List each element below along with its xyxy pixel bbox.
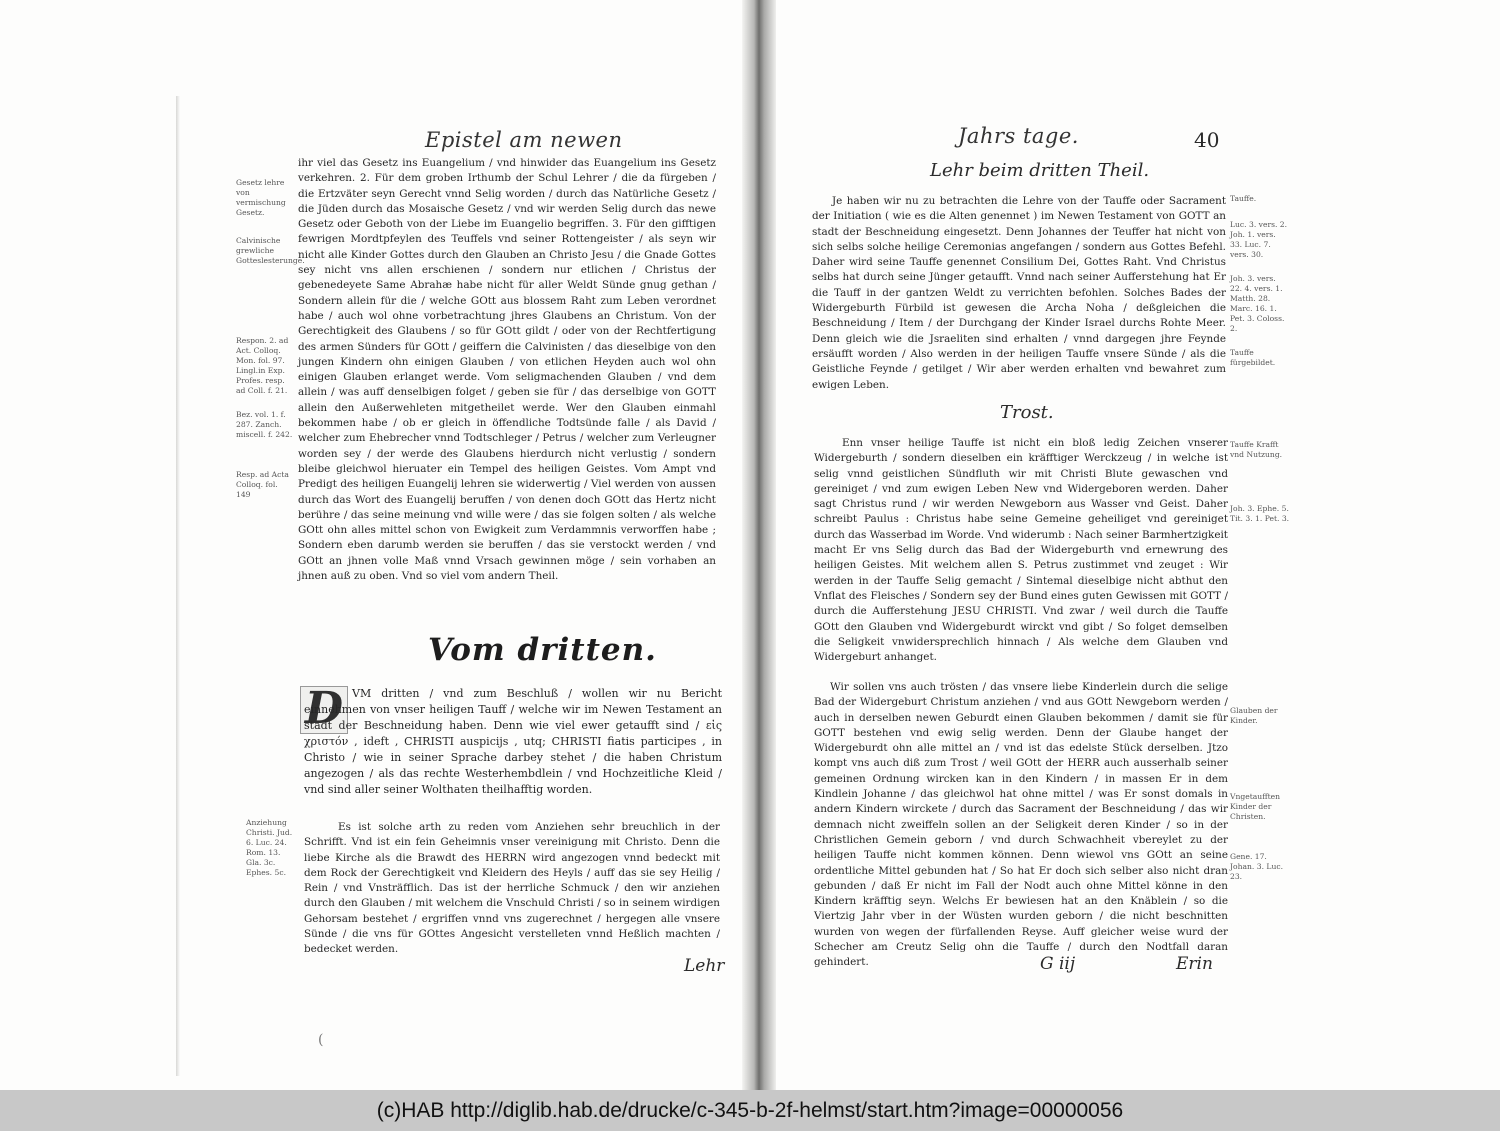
- margin-note: Tauffe Krafft vnd Nutzung.: [1230, 440, 1283, 459]
- right-margin-notes-3: [1230, 706, 1290, 896]
- margin-note: Joh. 3. vers. 22. 4. vers. 1. Matth. 28. Marc. 16. 1. Pet. 3. Coloss. 2.: [1230, 274, 1285, 333]
- left-paragraph-2: [304, 820, 720, 962]
- paragraph-text: Je haben wir nu zu betrachten die Lehre von der Tauffe oder Sacrament der Initiation ( wie es die Alten genennet ) im Newen Testament von GOTT an stadt der Beschneidung eingesetzt. Denn Johannes der Teuffer hat nicht von sich selbs solche heilige Ceremonias angefangen / sondern aus Gottes Befehl. Daher wird seine Tauffe genennet Consilium Dei, Gottes Raht. Vnd Christus selbs hat durch seine Jünger getaufft. Vnnd nach seiner Aufferstehung hat Er die Tauff in der gantzen Weldt zu verrichten befohlen. Solches Bades der Widergeburth Fürbild ist gewesen die Archa Noha / deßgleichen die Beschneidung / Item / der Durchgang der Kinder Israel durchs Rohte Meer. Denn gleich wie die Jsraeliten sind erhalten / vnnd dargegen jhre Feynde ersäufft worden / Also werden in der heiligen Tauffe vnsere Sünde / als die Geistliche Feynde / getilget / Wir aber werden erhalten vnd bewahret zum ewigen Leben.: [812, 195, 1226, 391]
- left-page-edge: [176, 96, 180, 1076]
- left-margin-notes: [236, 178, 305, 514]
- margin-note: Respon. 2. ad Act. Colloq. Mon. fol. 97. Lingl.in Exp. Profes. resp. ad Coll. f. 21.: [236, 336, 289, 395]
- signature-mark: G iij: [1040, 954, 1076, 974]
- copyright-url: (c)HAB http://diglib.hab.de/drucke/c-345-b-2f-helmst/start.htm?image=00000056: [376, 1099, 1124, 1122]
- margin-note: Tauffe fürgebildet.: [1230, 348, 1276, 367]
- right-catchword: Erin: [1176, 954, 1213, 974]
- margin-note: Bez. vol. 1. f. 287. Zanch. miscell. f. 242.: [236, 410, 293, 439]
- margin-note: Anziehung Christi. Jud. 6. Luc. 24. Rom. 13. Gla. 3c. Ephes. 5c.: [246, 818, 293, 877]
- page-number: 40: [1194, 128, 1220, 152]
- paragraph-text: Es ist solche arth zu reden vom Anziehen sehr breuchlich in der Schrifft. Vnd ist ein fein Geheimnis vnser vereinigung mit Christo. Denn die liebe Kirche als die Brawdt des HERRN wird angezogen vnnd bedeckt mit dem Rock der Gerechtigkeit vnd Kleidern des Heyls / auff das sie sey Heilig / Rein / vnd Vnsträfflich. Das ist der herrliche Schmuck / den wir anziehen durch den Glauben / mit welchem die Vnschuld Christi / so in seinem wirdigen Gehorsam bestehet / ergriffen vnnd vns zugerechnet / hergegen alle vnsere Sünde / die vns für GOttes Angesicht verstelleten vnnd Heßlich machten / bedecket werden.: [304, 821, 720, 956]
- decorated-initial: D: [300, 686, 348, 734]
- margin-note: Gene. 17. Johan. 3. Luc. 23.: [1230, 852, 1284, 881]
- margin-note: Joh. 3. Ephe. 5. Tit. 3. 1. Pet. 3.: [1230, 504, 1290, 523]
- left-margin-notes-2: [246, 818, 296, 892]
- paragraph-text: Enn vnser heilige Tauffe ist nicht ein bloß ledig Zeichen vnserer Widergeburth / sondern dieselben ein kräfftiger Werckzeug / in welche ist selig vnnd geistlichen Sündfluth wir mit Christi Blute gewaschen vnd gereiniget / vnd zum ewigen Leben New vnd Widergeboren werden. Daher sagt Christus rund / wir werden Newgeborn aus Wasser vnd Geist. Daher schreibt Paulus : Christus habe seine Gemeine geheiliget vnd gereiniget durch das Wasserbad im Worde. Vnd widerumb : Nach seiner Barmhertzigkeit macht Er vns Selig durch das Bad der Widergeburth vnd ernewrung des heiligen Geistes. Mit welchem allen S. Petrus zustimmet vnd zeuget : Wir werden in der Tauffe Selig gemacht / Sintemal dieselbige nicht abthut den Vnflat des Fleisches / Sondern sey der Bund eines guten Gewissen mit GOTT / durch die Aufferstehung JESU CHRISTI. Vnd zwar / weil durch die Tauffe GOtt den Glauben vnd Widergeburdt wirckt vnd gibt / So folget demselben die Seligkeit vnwidersprechlich hinnach / Als welche dem Glauben vnd Widergeburt anhanget.: [814, 437, 1228, 664]
- left-catchword: Lehr: [684, 956, 725, 976]
- right-paragraph-2: [814, 436, 1228, 669]
- left-running-head: Epistel am newen: [425, 128, 623, 152]
- margin-note: Vngetaufften Kinder der Christen.: [1230, 792, 1281, 821]
- right-paragraph-1: [812, 194, 1226, 397]
- paragraph-text: ihr viel das Gesetz ins Euangelium / vnd hinwider das Euangelium ins Gesetz verkehren. 2. Für dem groben Irthumb der Schul Lehrer / die da fürgeben / die Ertzväter seyn Gerecht vnnd Selig worden / durch das Natürliche Gesetz / die Jüden durch das Mosaische Gesetz / vnd wir werden Selig durch das newe Gesetz oder Geboth von der Liebe im Euangelio begriffen. 3. Für den gifftigen fewrigen Mordtpfeylen des Teuffels vnd seiner Rottengeister / als seyn wir nicht alle Kinder Gottes durch den Glauben an Christo Jesu / die Gnade Gottes sey nicht vns allen erschienen / sondern nur etlichen / Christus der gebenedeyete Same Abrahæ habe nicht für aller Weldt Sünde gnug gethan / Sondern allein für die / welche GOtt aus blossem Raht zum Leben verordnet habe / auch wol ohne vorbetrachtung jhres Glaubens an Christum. Von der Gerechtigkeit des Glaubens / so für GOtt gildt / oder von der Rechtfertigung des armen Sünders für GOtt / geiffern die Calvinisten / das dieselbige von den jungen Kindern ohn einigen Glauben / von etlichen Heyden auch wol ohn einigen Glauben erlanget werde. Vom seligmachenden Glauben / vnd dem allein / was auff denselbigen folget / geben sie für / das derselbige von GOTT allein den Außerwehleten mitgetheilet werde. Wer den Glauben einmahl bekommen habe / ob er gleich in öffendliche Todtsünde falle / als David / welcher zum Ehebrecher vnnd Todtschleger / Petrus / welcher zum Verleugner worden sey / der werde des Glaubens hierdurch nicht verlustig / sondern bleibe gleichwol hieruater ein Tempel des heiligen Geistes. Vom Ampt vnd Predigt des heiligen Euangelij lehren sie widerwertig / Viel werden von aussen durch das Wort des Euangelij beruffen / von denen doch GOtt das Hertz nicht berühre / das seine meinung vnd wille were / das sie folgen solten / als welche GOtt ohn alles mittel schon von Ewigkeit zum Verdammnis verworffen habe ; Sondern eben darumb werden sie beruffen / das sie verstockt werden / vnd GOtt an jhnen volle Maß vnnd Vrsach gewinnen möge / sein vorhaben an jhnen auß zu oben. Vnd so viel vom andern Theil.: [298, 157, 716, 583]
- right-margin-notes-1: [1230, 194, 1290, 382]
- paragraph-text: Wir sollen vns auch trösten / das vnsere liebe Kinderlein durch die selige Bad der Widergeburt Christum anziehen / vnd aus GOtt Newgeborn werden / auch in derselben newen Geburdt einen Glauben bekommen / damit sie für GOTT bestehen vnd ewig selig werden. Denn der Glaube hanget der Widergeburdt ohn alle mittel an / vnd ist das edelste Stück derselben. Jtzo kompt vns auch diß zum Trost / weil GOtt der HERR auch ausserhalb seiner gemeinen Ordnung wircken kan in den Kindern / in massen Er in dem Kindlein Johanne / das gleichwol hat ohne mittel / was Er sonst domals in andern Kindern wirckete / durch das Sacrament der Beschneidung / das wir demnach nicht zweiffeln sollen an der Seligkeit deren Kinder / so in der Christlichen Gemein geborn / vnd durch Schwachheit vbereylet zu der heiligen Tauffe nicht kommen können. Denn wiewol vns GOtt an seine ordentliche Mittel gebunden hat / So hat Er doch sich selber also nicht dran gebunden / daß Er nicht im Fall der Nodt auch ohne Mittel könne in den Kindern kräfftig seyn. Welchs Er bewiesen hat an den Knäblein / so die Viertzig Jahr vber in der Wüsten wurden geborn / die nicht beschnitten wurden von wegen der fürfallenden Reyse. Auff gleicher weise wurd der Schecher am Creutz Selig ohn die Tauffe / durch den Nodtfall daran gehindert.: [814, 681, 1228, 969]
- margin-note: Calvinische grewliche Gotteslesterunge.: [236, 236, 305, 265]
- margin-note: Luc. 3. vers. 2. Joh. 1. vers. 33. Luc. 7. vers. 30.: [1230, 220, 1288, 259]
- margin-note: Resp. ad Acta Colloq. fol. 149: [236, 470, 289, 499]
- paragraph-text: VM dritten / vnd zum Beschluß / wollen wir nu Bericht einnehmen von vnser heiligen Tauff / welche wir im Newen Testament an stadt der Beschneidung haben. Denn wie viel ewer getaufft sind / εἰς χριστόν , ideft , CHRISTI auspicijs , utq; CHRISTI fiatis participes , in Christo / wie in seiner Sprache darbey stehet / die haben Christum angezogen / als das rechte Westerhembdlein / vnd Hochzeitliche Kleid / vnd sind aller seiner Wolthaten theilhafftig worden.: [304, 687, 722, 796]
- book-gutter: [742, 0, 776, 1090]
- chapter-heading-vom-dritten: Vom dritten.: [428, 632, 657, 668]
- margin-note: Tauffe.: [1230, 194, 1257, 203]
- page-mark: (: [318, 1032, 324, 1048]
- right-margin-notes-2: [1230, 440, 1290, 538]
- margin-note: Glauben der Kinder.: [1230, 706, 1278, 725]
- left-opening-paragraph: [304, 686, 722, 802]
- left-paragraph-1: [298, 156, 716, 588]
- right-running-head: Jahrs tage.: [958, 124, 1079, 148]
- right-paragraph-3: [814, 680, 1228, 975]
- margin-note: Gesetz lehre von vermischung Gesetz.: [236, 178, 286, 217]
- section-heading-trost: Trost.: [1000, 402, 1054, 423]
- section-heading-lehr: Lehr beim dritten Theil.: [930, 160, 1150, 181]
